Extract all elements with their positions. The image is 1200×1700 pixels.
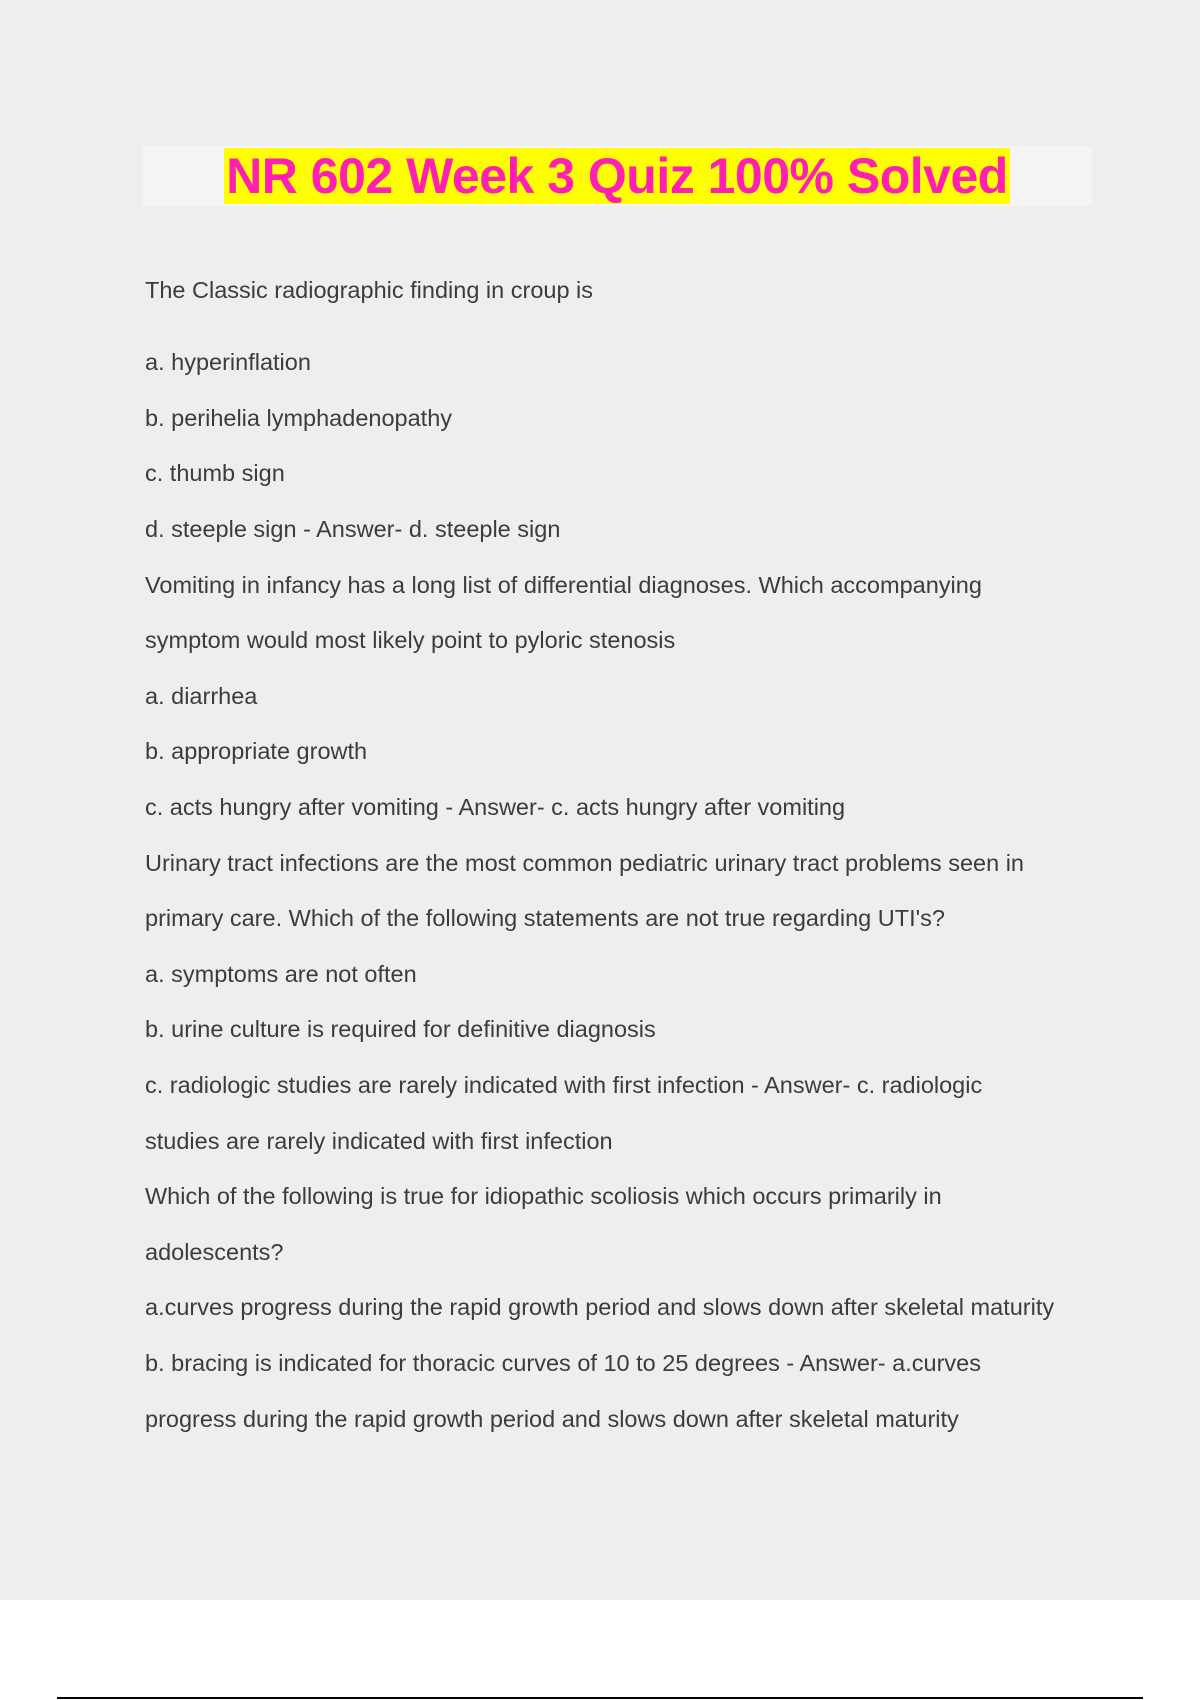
text-line: a. diarrhea: [145, 683, 258, 709]
text-line: c. radiologic studies are rarely indicated with first infection - Answer- c. radiologic: [145, 1072, 983, 1098]
text-line: c. thumb sign: [145, 460, 285, 486]
text-line: Which of the following is true for idiopathic scoliosis which occurs primarily in: [145, 1183, 942, 1209]
text-line: The Classic radiographic finding in croup is: [145, 277, 594, 303]
text-line: Urinary tract infections are the most common pediatric urinary tract problems seen in: [145, 850, 1024, 876]
text-line: studies are rarely indicated with first infection: [145, 1128, 613, 1154]
text-line: a. symptoms are not often: [145, 961, 417, 987]
text-line: c. acts hungry after vomiting - Answer- c. acts hungry after vomiting: [145, 794, 846, 820]
text-line: Vomiting in infancy has a long list of differential diagnoses. Which accompanying: [145, 572, 982, 598]
title-band: [142, 146, 1092, 206]
text-line: primary care. Which of the following statements are not true regarding UTI's?: [145, 905, 945, 931]
text-line: a. hyperinflation: [145, 349, 311, 375]
text-line: d. steeple sign - Answer- d. steeple sign: [145, 516, 561, 542]
document-title: NR 602 Week 3 Quiz 100% Solved: [226, 148, 1008, 204]
text-line: b. appropriate growth: [145, 738, 368, 764]
footer-divider: [57, 1697, 1143, 1699]
text-line: b. bracing is indicated for thoracic curves of 10 to 25 degrees - Answer- a.curves: [145, 1350, 981, 1376]
text-line: adolescents?: [145, 1239, 284, 1265]
text-line: symptom would most likely point to pyloric stenosis: [145, 627, 676, 653]
text-line: b. urine culture is required for definitive diagnosis: [145, 1016, 656, 1042]
text-line: progress during the rapid growth period and slows down after skeletal maturity: [145, 1406, 959, 1432]
text-line: a.curves progress during the rapid growth period and slows down after skeletal maturity: [145, 1294, 1055, 1320]
text-line: b. perihelia lymphadenopathy: [145, 405, 453, 431]
